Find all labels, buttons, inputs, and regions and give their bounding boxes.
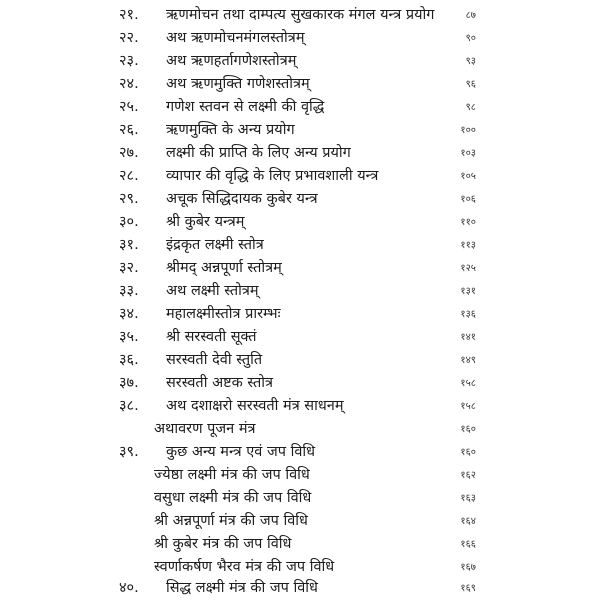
toc-entry [0,326,600,349]
toc-entry [0,4,600,27]
entry-page-number: ९८ [465,102,476,113]
toc-subentry [0,464,600,487]
entry-number: ३४. [119,306,139,322]
entry-number: २४. [119,76,139,92]
entry-title: ऋणमुक्ति के अन्य प्रयोग [166,122,295,138]
entry-number: २३. [119,53,139,69]
entry-number: २१. [119,7,139,23]
entry-page-number: १५८ [460,401,476,412]
toc-entry [0,441,600,464]
entry-number: ३६. [119,352,139,368]
entry-title: श्रीमद् अन्नपूर्णा स्तोत्रम् [166,260,282,276]
toc-subentry [0,533,600,556]
entry-number: ३५. [119,329,139,345]
entry-page-number: ९३ [465,56,476,67]
entry-page-number: १४१ [460,332,476,343]
entry-page-number: ११० [460,217,476,228]
entry-page-number: १०६ [460,194,476,205]
entry-title: श्री कुबेर यन्त्रम् [166,214,245,230]
toc-entry [0,165,600,188]
toc-entry [0,395,600,418]
entry-number: २८. [119,168,139,184]
toc-subentry [0,556,600,579]
entry-page-number: १६३ [460,493,476,504]
entry-page-number: १६४ [460,516,476,527]
entry-title: अथ ऋणमोचनमंगलस्तोत्रम् [166,30,305,46]
entry-page-number: १३१ [460,286,476,297]
entry-number: ४०. [119,580,139,596]
entry-page-number: १६० [460,424,476,435]
toc-entry [0,188,600,211]
entry-title: अथ ऋणमुक्ति गणेशस्तोत्रम् [166,76,310,92]
toc-entry [0,303,600,326]
entry-title: अथ लक्ष्मी स्तोत्रम् [166,283,259,299]
entry-page-number: ९६ [465,79,476,90]
toc-subentry [0,487,600,510]
toc-entry [0,96,600,119]
entry-page-number: ९० [465,33,476,44]
toc-entry [0,372,600,395]
entry-number: ३१. [119,237,139,253]
entry-page-number: १५८ [460,378,476,389]
entry-number: ३८. [119,398,139,414]
entry-page-number: १६६ [460,539,476,550]
entry-title: श्री अन्नपूर्णा मंत्र की जप विधि [154,513,308,529]
toc-entry [0,234,600,257]
entry-title: ऋणमोचन तथा दाम्पत्य सुखकारक मंगल यन्त्र प्रयोग [166,7,435,23]
toc-entry [0,349,600,372]
toc-entry [0,27,600,50]
entry-page-number: १०३ [460,148,476,159]
toc-entry [0,280,600,303]
toc-subentry [0,418,600,441]
entry-title: गणेश स्तवन से लक्ष्मी की वृद्धि [166,99,325,115]
entry-title: व्यापार की वृद्धि के लिए प्रभावशाली यन्त्र [166,168,379,184]
entry-number: २९. [119,191,139,207]
entry-number: ३३. [119,283,139,299]
entry-title: ज्येष्ठा लक्ष्मी मंत्र की जप विधि [154,467,310,483]
entry-title: श्री सरस्वती सूक्तं [166,329,257,345]
entry-number: ३०. [119,214,139,230]
entry-title: इंद्रकृत लक्ष्मी स्तोत्र [166,237,264,253]
toc-entry [0,211,600,234]
entry-title: महालक्ष्मीस्तोत्र प्रारम्भः [166,306,281,322]
entry-title: सिद्ध लक्ष्मी मंत्र की जप विधि [166,580,318,596]
entry-title: कुछ अन्य मन्त्र एवं जप विधि [166,444,316,460]
entry-page-number: १४९ [460,355,476,366]
entry-number: ३७. [119,375,139,391]
entry-page-number: १२५ [460,263,476,274]
entry-title: सरस्वती अष्टक स्तोत्र [166,375,274,391]
entry-page-number: १०५ [460,171,476,182]
entry-page-number: १०० [460,125,476,136]
entry-page-number: १६७ [460,562,476,573]
toc-entry [0,257,600,280]
entry-number: २७. [119,145,139,161]
entry-title: सरस्वती देवी स्तुति [166,352,263,368]
entry-title: अथ ऋणहर्तागणेशस्तोत्रम् [166,53,297,69]
entry-title: स्वर्णाकर्षण भैरव मंत्र की जप विधि [154,559,335,575]
toc-entry [0,577,600,600]
entry-page-number: ८७ [465,10,476,21]
entry-title: वसुधा लक्ष्मी मंत्र की जप विधि [154,490,312,506]
table-of-contents [0,4,600,600]
entry-title: श्री कुबेर मंत्र की जप विधि [154,536,292,552]
entry-page-number: १६९ [460,583,476,594]
toc-entry [0,142,600,165]
entry-title: अथावरण पूजन मंत्र [154,421,256,437]
entry-page-number: ११३ [460,240,476,251]
entry-title: लक्ष्मी की प्राप्ति के लिए अन्य प्रयोग [166,145,351,161]
entry-number: ३२. [119,260,139,276]
toc-entry [0,73,600,96]
entry-number: २५. [119,99,139,115]
entry-page-number: १३६ [460,309,476,320]
toc-subentry [0,510,600,533]
entry-number: २२. [119,30,139,46]
entry-number: २६. [119,122,139,138]
entry-title: अथ दशाक्षरो सरस्वती मंत्र साधनम् [166,398,344,414]
entry-page-number: १६० [460,447,476,458]
entry-number: ३९. [119,444,139,460]
toc-entry [0,50,600,73]
toc-entry [0,119,600,142]
entry-page-number: १६२ [460,470,476,481]
entry-title: अचूक सिद्धिदायक कुबेर यन्त्र [166,191,318,207]
